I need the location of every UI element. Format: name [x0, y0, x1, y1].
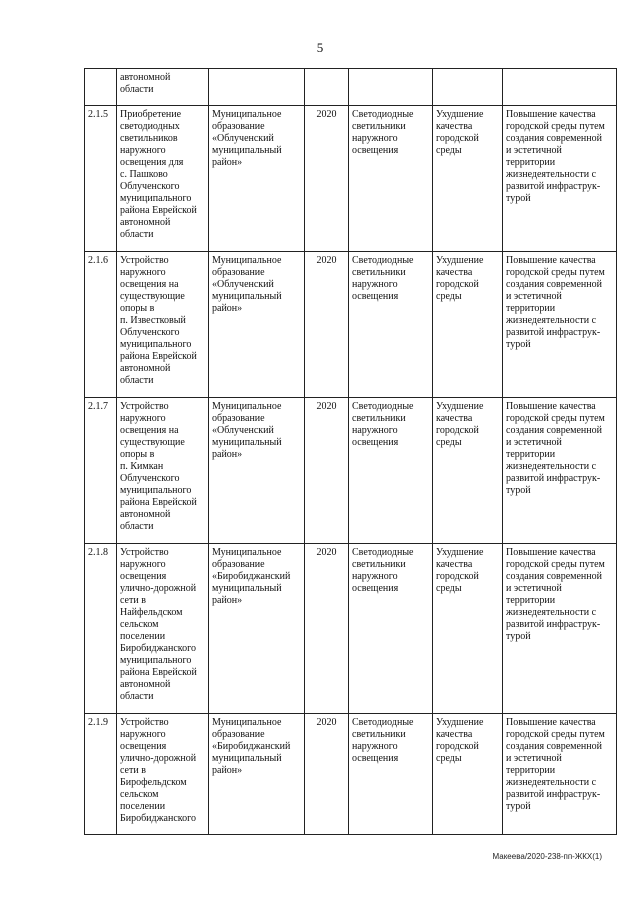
executor: Муниципальное образование «Облученский муниципальный район» — [209, 106, 305, 252]
expected-result: Светодиодные светильники наружного освещения — [349, 252, 433, 398]
year: 2020 — [305, 714, 349, 835]
year: 2020 — [305, 398, 349, 544]
consequence: Ухудшение качества городской среды — [433, 544, 503, 714]
executor — [209, 69, 305, 106]
document-footer: Макеева/2020-238-пп-ЖКХ(1) — [492, 852, 602, 861]
expected-result: Светодиодные светильники наружного освещения — [349, 106, 433, 252]
expected-result — [349, 69, 433, 106]
table-row — [85, 714, 617, 835]
indicator-link: Повышение качества городской среды путем создания современной и эстетичной территории жизнедеятельности с развитой инфраструк- турой — [503, 398, 617, 544]
page-number: 5 — [316, 40, 324, 55]
table-row — [85, 252, 617, 398]
year — [305, 69, 349, 106]
executor: Муниципальное образование «Биробиджанский муниципальный район» — [209, 544, 305, 714]
row-number: 2.1.5 — [85, 106, 117, 252]
program-table — [84, 68, 617, 835]
table-row — [85, 69, 617, 106]
row-number: 2.1.8 — [85, 544, 117, 714]
indicator-link: Повышение качества городской среды путем создания современной и эстетичной территории жизнедеятельности с развитой инфраструк- турой — [503, 544, 617, 714]
consequence: Ухудшение качества городской среды — [433, 714, 503, 835]
measure-name: Устройство наружного освещения улично-дорожной сети в Найфельдском сельском поселении Биробиджанского муниципального района Еврейской автономной области — [117, 544, 209, 714]
executor: Муниципальное образование «Облученский муниципальный район» — [209, 398, 305, 544]
row-number: 2.1.7 — [85, 398, 117, 544]
expected-result: Светодиодные светильники наружного освещения — [349, 714, 433, 835]
year: 2020 — [305, 106, 349, 252]
measure-name: автономной области — [117, 69, 209, 106]
row-number — [85, 69, 117, 106]
year: 2020 — [305, 252, 349, 398]
row-number: 2.1.9 — [85, 714, 117, 835]
executor: Муниципальное образование «Биробиджанский муниципальный район» — [209, 714, 305, 835]
indicator-link: Повышение качества городской среды путем создания современной и эстетичной территории жизнедеятельности с развитой инфраструк- турой — [503, 106, 617, 252]
table-row — [85, 544, 617, 714]
executor: Муниципальное образование «Облученский муниципальный район» — [209, 252, 305, 398]
indicator-link: Повышение качества городской среды путем создания современной и эстетичной территории жизнедеятельности с развитой инфраструк- турой — [503, 714, 617, 835]
measure-name: Устройство наружного освещения улично-дорожной сети в Бирофельдском сельском поселении Биробиджанского — [117, 714, 209, 835]
measure-name: Устройство наружного освещения на существующие опоры в п. Кимкан Облученского муниципального района Еврейской автономной области — [117, 398, 209, 544]
expected-result: Светодиодные светильники наружного освещения — [349, 398, 433, 544]
consequence: Ухудшение качества городской среды — [433, 398, 503, 544]
indicator-link: Повышение качества городской среды путем создания современной и эстетичной территории жизнедеятельности с развитой инфраструк- турой — [503, 252, 617, 398]
table-row — [85, 106, 617, 252]
consequence: Ухудшение качества городской среды — [433, 252, 503, 398]
consequence: Ухудшение качества городской среды — [433, 106, 503, 252]
table-row — [85, 398, 617, 544]
indicator-link — [503, 69, 617, 106]
row-number: 2.1.6 — [85, 252, 117, 398]
measure-name: Приобретение светодиодных светильников наружного освещения для с. Пашково Облученского муниципального района Еврейской автономной области — [117, 106, 209, 252]
year: 2020 — [305, 544, 349, 714]
measure-name: Устройство наружного освещения на существующие опоры в п. Известковый Облученского муниципального района Еврейской автономной области — [117, 252, 209, 398]
consequence — [433, 69, 503, 106]
expected-result: Светодиодные светильники наружного освещения — [349, 544, 433, 714]
